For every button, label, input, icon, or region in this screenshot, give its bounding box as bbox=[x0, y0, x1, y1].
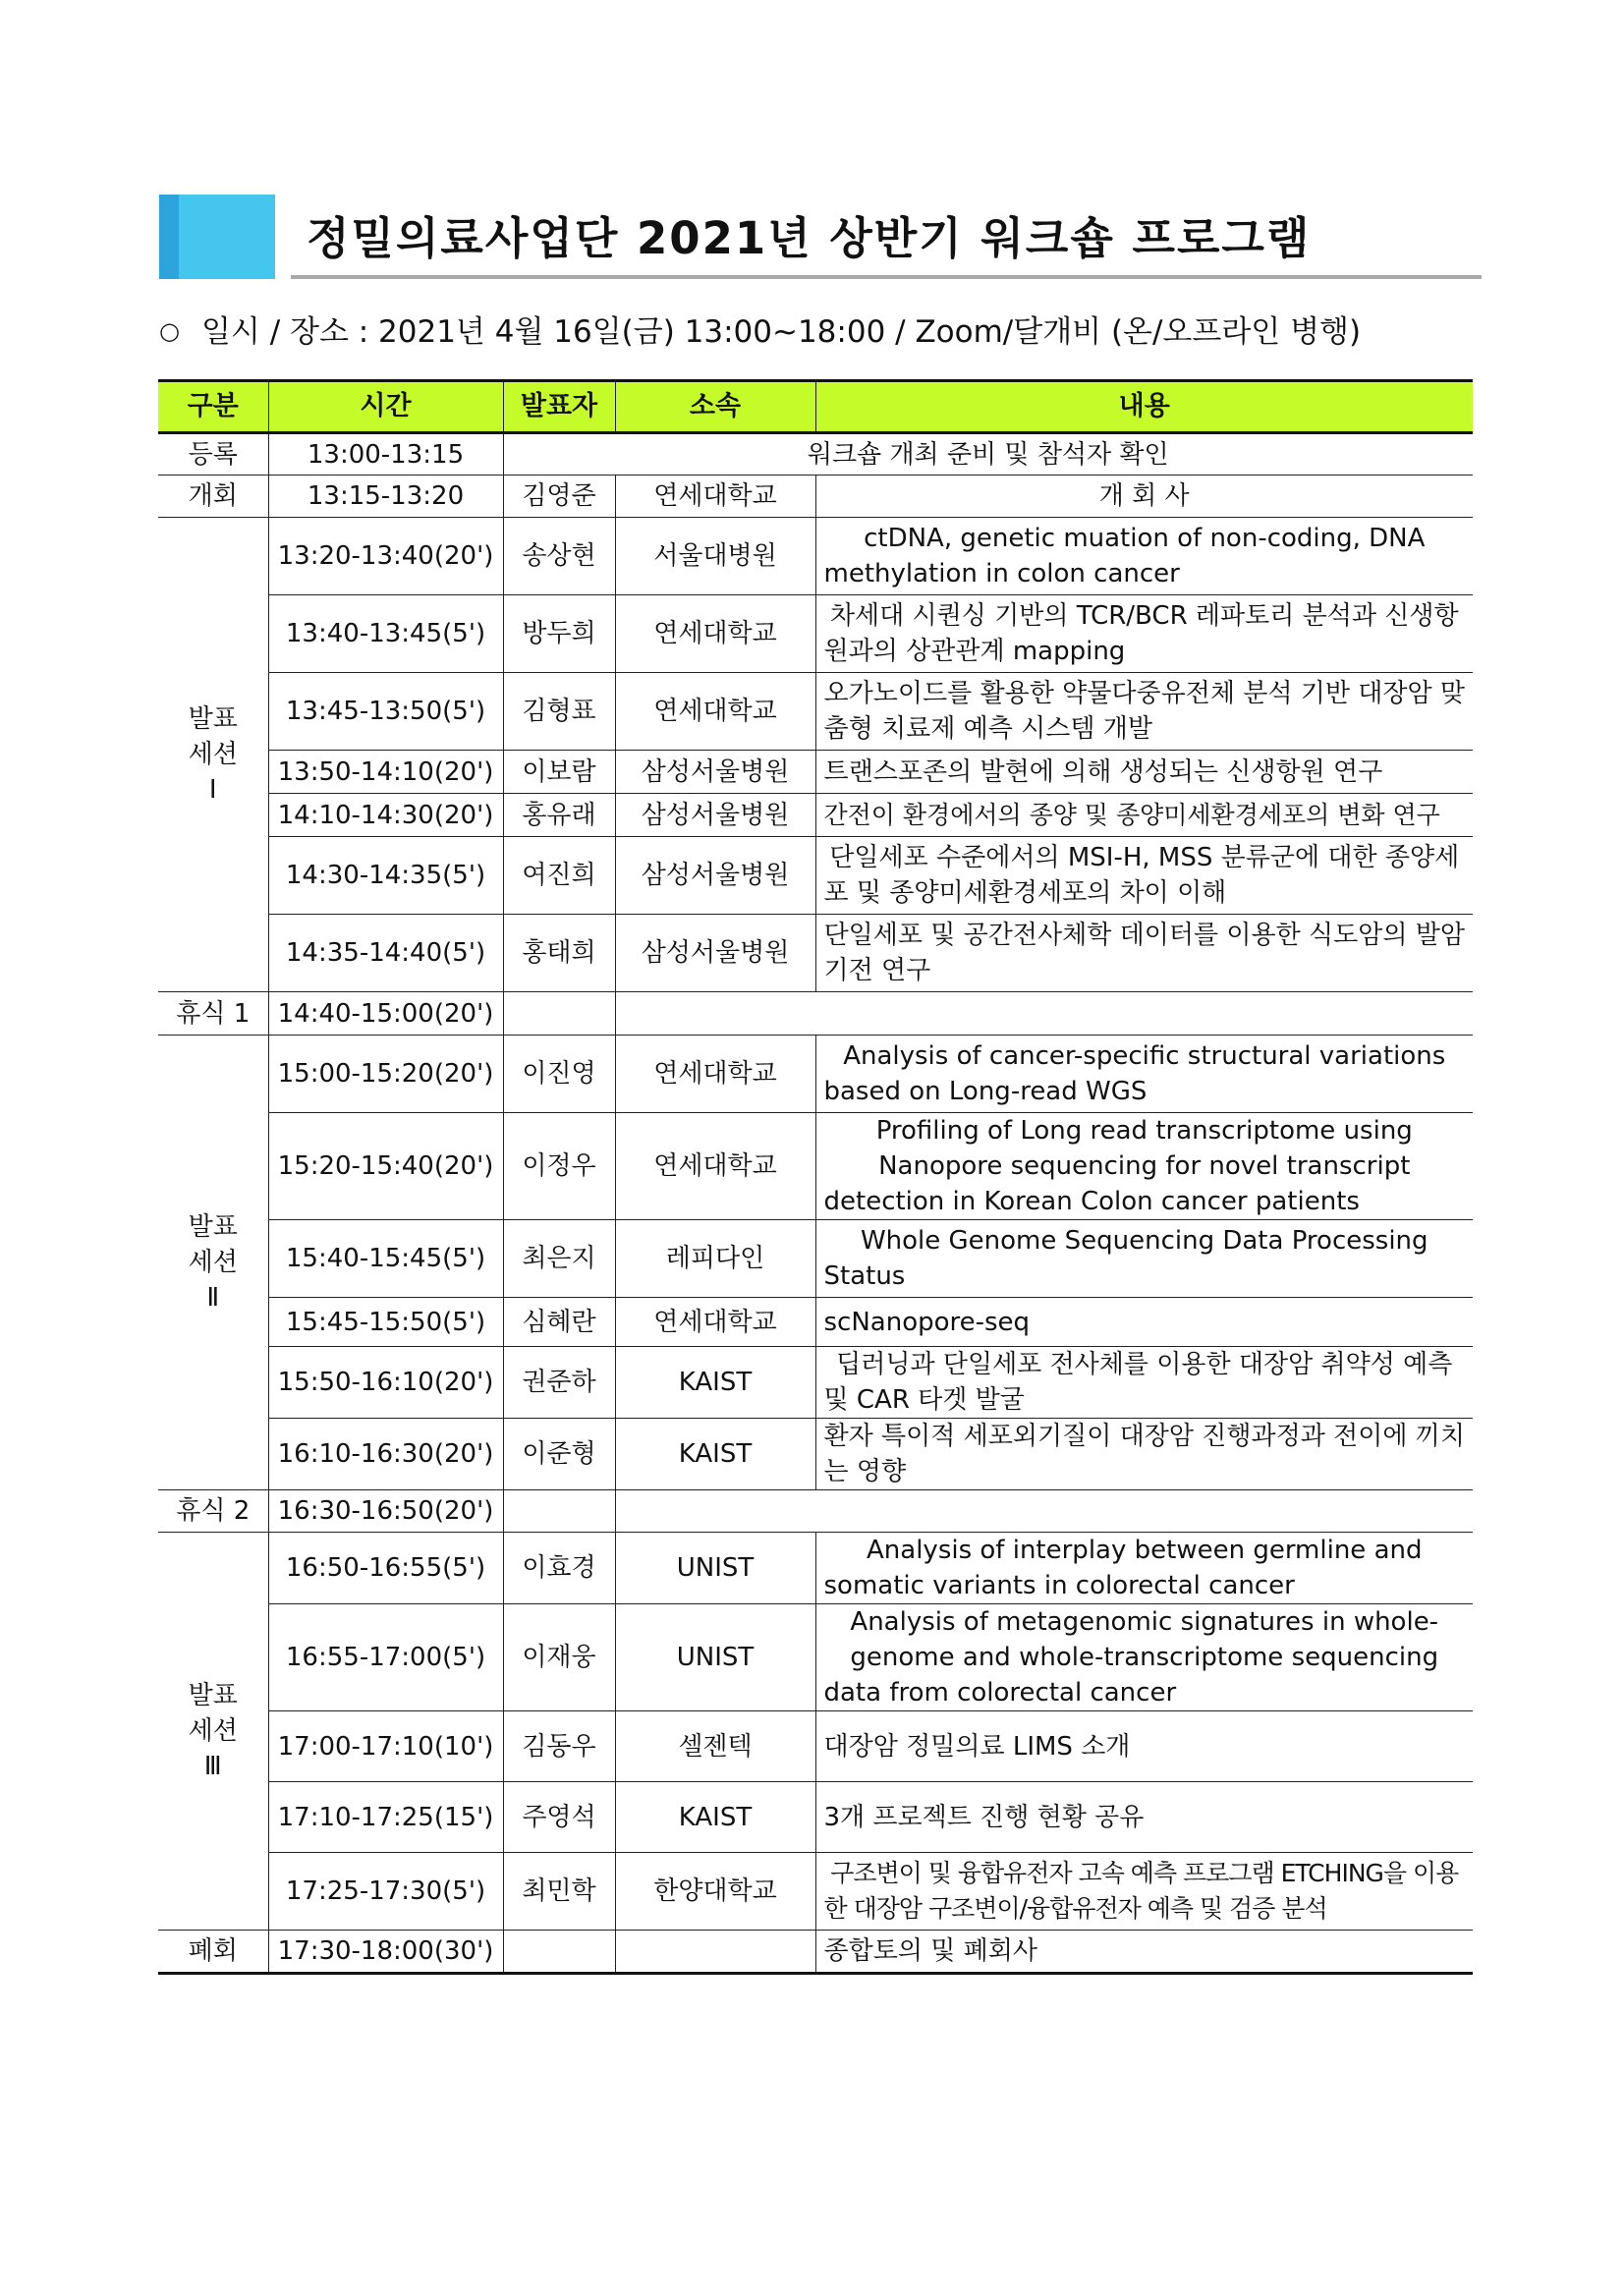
row-time: 15:50-16:10(20') bbox=[268, 1347, 503, 1419]
row-speaker: 이정우 bbox=[503, 1113, 615, 1220]
row-time: 13:00-13:15 bbox=[268, 433, 503, 476]
table-row bbox=[158, 794, 1473, 837]
row-section: 휴식 1 bbox=[158, 992, 268, 1036]
table-row bbox=[158, 433, 1473, 476]
row-content: 개 회 사 bbox=[815, 476, 1473, 518]
row-time: 17:10-17:25(15') bbox=[268, 1782, 503, 1853]
table-row bbox=[158, 751, 1473, 794]
table-row bbox=[158, 673, 1473, 751]
table-row bbox=[158, 1036, 1473, 1113]
title-block bbox=[159, 195, 1482, 279]
title-underline bbox=[291, 275, 1482, 279]
table-row bbox=[158, 1782, 1473, 1853]
row-content: Analysis of cancer-specific structural variations based on Long-read WGS bbox=[815, 1036, 1473, 1113]
row-affiliation: 한양대학교 bbox=[615, 1853, 815, 1931]
row-speaker bbox=[503, 992, 615, 1036]
row-content: Whole Genome Sequencing Data Processing Status bbox=[815, 1220, 1473, 1298]
row-speaker: 여진희 bbox=[503, 837, 615, 915]
row-speaker: 송상현 bbox=[503, 518, 615, 595]
row-affiliation: 연세대학교 bbox=[615, 673, 815, 751]
row-content: 구조변이 및 융합유전자 고속 예측 프로그램 ETCHING을 이용한 대장암 구조변이/융합유전자 예측 및 검증 분석 bbox=[815, 1853, 1473, 1931]
table-row bbox=[158, 1711, 1473, 1782]
row-speaker: 이재웅 bbox=[503, 1604, 615, 1711]
row-affiliation: 연세대학교 bbox=[615, 476, 815, 518]
row-speaker: 김형표 bbox=[503, 673, 615, 751]
title-accent-bar bbox=[159, 195, 181, 279]
row-time: 15:20-15:40(20') bbox=[268, 1113, 503, 1220]
row-speaker: 김동우 bbox=[503, 1711, 615, 1782]
row-speaker: 김영준 bbox=[503, 476, 615, 518]
row-section: 폐회 bbox=[158, 1931, 268, 1974]
row-content: 차세대 시퀀싱 기반의 TCR/BCR 레파토리 분석과 신생항원과의 상관관계 mapping bbox=[815, 595, 1473, 673]
session-3-label: 발표 세션 Ⅲ bbox=[158, 1533, 268, 1931]
row-affiliation: 셀젠텍 bbox=[615, 1711, 815, 1782]
row-affiliation: 연세대학교 bbox=[615, 1036, 815, 1113]
table-header-row bbox=[158, 381, 1473, 433]
row-content bbox=[615, 1490, 1473, 1533]
row-time: 13:40-13:45(5') bbox=[268, 595, 503, 673]
row-time: 17:30-18:00(30') bbox=[268, 1931, 503, 1974]
row-content: 종합토의 및 폐회사 bbox=[815, 1931, 1473, 1974]
session-2-label: 발표 세션 Ⅱ bbox=[158, 1036, 268, 1490]
row-affiliation: 연세대학교 bbox=[615, 595, 815, 673]
row-content: ctDNA, genetic muation of non-coding, DNA methylation in colon cancer bbox=[815, 518, 1473, 595]
event-info-text: 일시 / 장소 : 2021년 4월 16일(금) 13:00~18:00 / Zoom/달개비 (온/오프라인 병행) bbox=[200, 314, 1362, 350]
row-time: 13:20-13:40(20') bbox=[268, 518, 503, 595]
row-content: 워크숍 개최 준비 및 참석자 확인 bbox=[503, 433, 1473, 476]
row-affiliation: 삼성서울병원 bbox=[615, 837, 815, 915]
title-accent-block bbox=[179, 195, 275, 279]
header-category: 구분 bbox=[158, 381, 268, 433]
row-content bbox=[615, 992, 1473, 1036]
header-affiliation: 소속 bbox=[615, 381, 815, 433]
row-content: scNanopore-seq bbox=[815, 1298, 1473, 1347]
row-speaker: 홍태희 bbox=[503, 915, 615, 992]
row-time: 14:35-14:40(5') bbox=[268, 915, 503, 992]
row-affiliation: KAIST bbox=[615, 1419, 815, 1490]
row-affiliation: UNIST bbox=[615, 1533, 815, 1604]
table-row bbox=[158, 992, 1473, 1036]
row-speaker bbox=[503, 1931, 615, 1974]
row-speaker: 주영석 bbox=[503, 1782, 615, 1853]
table-row bbox=[158, 1113, 1473, 1220]
event-info bbox=[159, 307, 1476, 351]
header-content: 내용 bbox=[815, 381, 1473, 433]
header-speaker: 발표자 bbox=[503, 381, 615, 433]
row-time: 16:50-16:55(5') bbox=[268, 1533, 503, 1604]
row-content: Profiling of Long read transcriptome using Nanopore sequencing for novel transcript detection in Korean Colon cancer patients bbox=[815, 1113, 1473, 1220]
row-affiliation: 삼성서울병원 bbox=[615, 751, 815, 794]
table-row bbox=[158, 915, 1473, 992]
row-affiliation: KAIST bbox=[615, 1347, 815, 1419]
row-time: 14:10-14:30(20') bbox=[268, 794, 503, 837]
row-time: 14:30-14:35(5') bbox=[268, 837, 503, 915]
row-time: 15:00-15:20(20') bbox=[268, 1036, 503, 1113]
row-content: 3개 프로젝트 진행 현황 공유 bbox=[815, 1782, 1473, 1853]
table-row bbox=[158, 476, 1473, 518]
program-table bbox=[158, 379, 1473, 1975]
row-speaker: 방두희 bbox=[503, 595, 615, 673]
row-time: 15:40-15:45(5') bbox=[268, 1220, 503, 1298]
row-speaker: 홍유래 bbox=[503, 794, 615, 837]
row-time: 16:10-16:30(20') bbox=[268, 1419, 503, 1490]
row-content: 오가노이드를 활용한 약물다중유전체 분석 기반 대장암 맞춤형 치료제 예측 시스템 개발 bbox=[815, 673, 1473, 751]
row-content: 단일세포 및 공간전사체학 데이터를 이용한 식도암의 발암 기전 연구 bbox=[815, 915, 1473, 992]
row-affiliation: 연세대학교 bbox=[615, 1298, 815, 1347]
row-affiliation: 서울대병원 bbox=[615, 518, 815, 595]
table-row bbox=[158, 1604, 1473, 1711]
row-time: 17:00-17:10(10') bbox=[268, 1711, 503, 1782]
row-speaker: 최민학 bbox=[503, 1853, 615, 1931]
bullet-icon: ○ bbox=[159, 317, 180, 345]
row-content: Analysis of interplay between germline and somatic variants in colorectal cancer bbox=[815, 1533, 1473, 1604]
row-affiliation bbox=[615, 1931, 815, 1974]
row-time: 13:15-13:20 bbox=[268, 476, 503, 518]
row-content: 환자 특이적 세포외기질이 대장암 진행과정과 전이에 끼치는 영향 bbox=[815, 1419, 1473, 1490]
row-content: Analysis of metagenomic signatures in whole-genome and whole-transcriptome sequencing data from colorectal cancer bbox=[815, 1604, 1473, 1711]
row-section: 등록 bbox=[158, 433, 268, 476]
row-time: 17:25-17:30(5') bbox=[268, 1853, 503, 1931]
table-row bbox=[158, 1853, 1473, 1931]
row-content: 단일세포 수준에서의 MSI-H, MSS 분류군에 대한 종양세포 및 종양미세환경세포의 차이 이해 bbox=[815, 837, 1473, 915]
row-affiliation: KAIST bbox=[615, 1782, 815, 1853]
row-speaker: 이준형 bbox=[503, 1419, 615, 1490]
row-time: 13:50-14:10(20') bbox=[268, 751, 503, 794]
row-speaker: 심혜란 bbox=[503, 1298, 615, 1347]
table-row bbox=[158, 1533, 1473, 1604]
row-affiliation: UNIST bbox=[615, 1604, 815, 1711]
row-section: 휴식 2 bbox=[158, 1490, 268, 1533]
row-speaker: 권준하 bbox=[503, 1347, 615, 1419]
row-speaker: 이진영 bbox=[503, 1036, 615, 1113]
row-time: 16:55-17:00(5') bbox=[268, 1604, 503, 1711]
table-row bbox=[158, 1931, 1473, 1974]
row-content: 딥러닝과 단일세포 전사체를 이용한 대장암 취약성 예측 및 CAR 타겟 발굴 bbox=[815, 1347, 1473, 1419]
table-row bbox=[158, 1220, 1473, 1298]
row-content: 간전이 환경에서의 종양 및 종양미세환경세포의 변화 연구 bbox=[815, 794, 1473, 837]
row-affiliation: 삼성서울병원 bbox=[615, 794, 815, 837]
table-row bbox=[158, 837, 1473, 915]
row-content: 트랜스포존의 발현에 의해 생성되는 신생항원 연구 bbox=[815, 751, 1473, 794]
table-row bbox=[158, 1490, 1473, 1533]
row-time: 14:40-15:00(20') bbox=[268, 992, 503, 1036]
row-speaker: 최은지 bbox=[503, 1220, 615, 1298]
row-affiliation: 삼성서울병원 bbox=[615, 915, 815, 992]
row-time: 15:45-15:50(5') bbox=[268, 1298, 503, 1347]
table-row bbox=[158, 518, 1473, 595]
row-time: 13:45-13:50(5') bbox=[268, 673, 503, 751]
session-1-label: 발표 세션 Ⅰ bbox=[158, 518, 268, 992]
table-row bbox=[158, 1419, 1473, 1490]
table-row bbox=[158, 1347, 1473, 1419]
page-title: 정밀의료사업단 2021년 상반기 워크숍 프로그램 bbox=[307, 212, 1312, 264]
row-content: 대장암 정밀의료 LIMS 소개 bbox=[815, 1711, 1473, 1782]
row-affiliation: 연세대학교 bbox=[615, 1113, 815, 1220]
row-speaker: 이효경 bbox=[503, 1533, 615, 1604]
row-section: 개회 bbox=[158, 476, 268, 518]
header-time: 시간 bbox=[268, 381, 503, 433]
row-speaker: 이보람 bbox=[503, 751, 615, 794]
table-row bbox=[158, 595, 1473, 673]
row-time: 16:30-16:50(20') bbox=[268, 1490, 503, 1533]
row-affiliation: 레피다인 bbox=[615, 1220, 815, 1298]
row-speaker bbox=[503, 1490, 615, 1533]
table-row bbox=[158, 1298, 1473, 1347]
